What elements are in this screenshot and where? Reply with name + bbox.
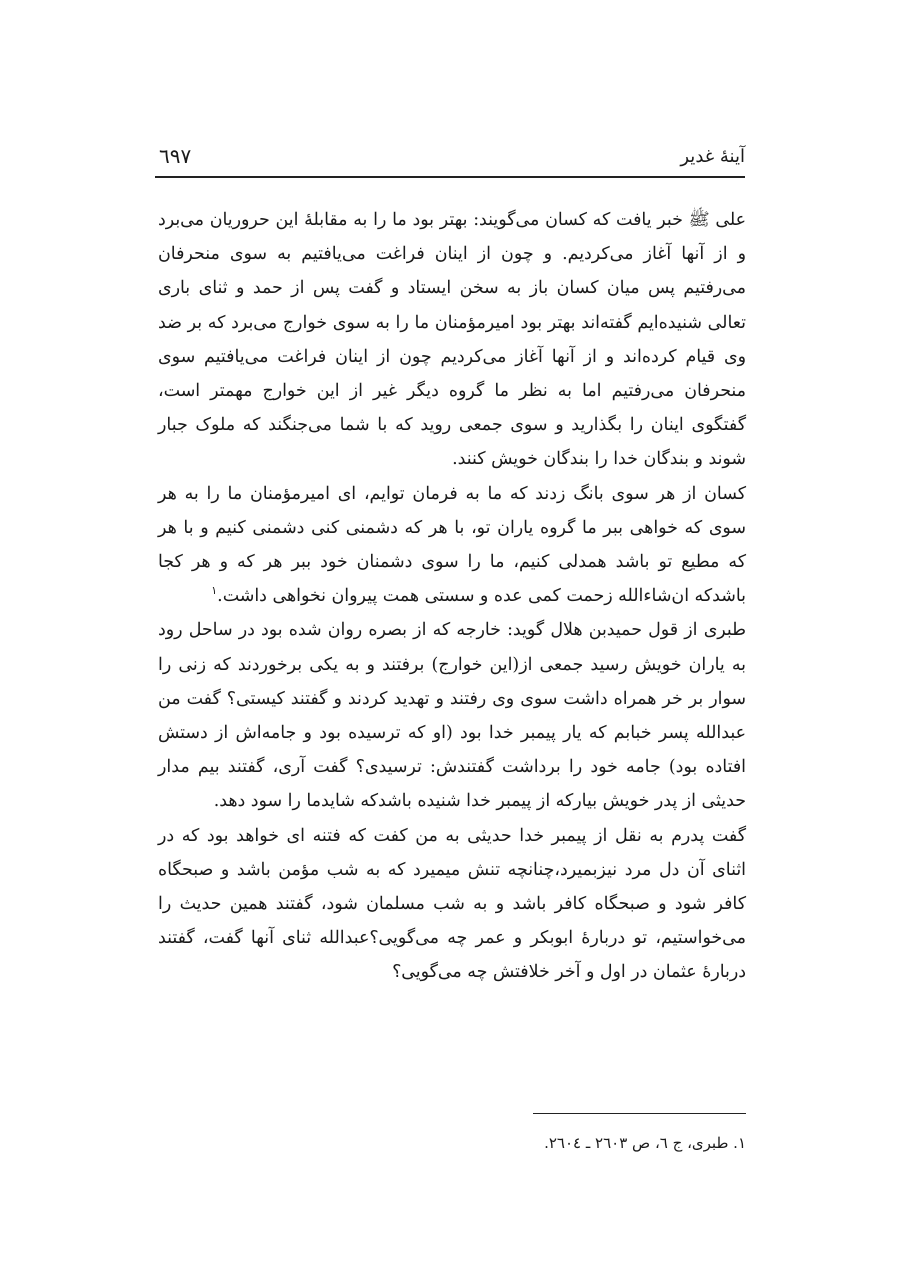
footnote-reference[interactable]: ١: [211, 584, 218, 598]
header-rule: [155, 176, 745, 178]
body-text: [158, 203, 746, 990]
paragraph: علی ﷺ خبر یافت که کسان می‌گویند: بهتر بود ما را به مقابلهٔ این حروریان می‌برد و از آنها آغاز می‌کردیم. و چون از اینان فراغت می‌یافتیم به سوی منحرفان می‌رفتیم پس میان کسان باز به سخن ایستاد و گفت پس از حمد و ثنای باری تعالی شنیده‌ایم گفته‌اند بهتر بود امیرمؤمنان ما را به سوی خوارج می‌برد که بر ضد وی قیام کرده‌اند و از آنها آغاز می‌کردیم چون از اینان فراغت می‌یافتیم سوی منحرفان می‌رفتیم اما به نظر ما گروه دیگر غیر از این خوارج مهمتر است، گفتگوی اینان را بگذارید و سوی جمعی روید که با شما می‌جنگند که ملوک جبار شوند و بندگان خدا را بندگان خویش کنند.: [158, 210, 746, 470]
page-number: ٦٩٧: [159, 144, 192, 168]
footnote: ١. طبری، ج ٦، ص ٢٦٠٣ ـ ٢٦٠٤.: [544, 1134, 746, 1152]
paragraph: گفت پدرم به نقل از پیمبر خدا حدیثی به من کفت که فتنه ای خواهد بود که در اثنای آن دل مرد نیزبمیرد،چنانچه تنش میمیرد که به شب مؤمن باشد و صبحگاه کافر شود و صبحگاه کافر باشد و به شب مسلمان شود، گفتند همین حدیث را می‌خواستیم، تو دربارهٔ ابوبکر و عمر چه می‌گویی؟عبدالله ثنای آنها گفت، گفتند دربارهٔ عثمان در اول و آخر خلافتش چه می‌گویی؟: [158, 825, 746, 983]
paragraph: [158, 477, 746, 614]
paragraph-text: کسان از هر سوی بانگ زدند که ما به فرمان توایم، ای امیرمؤمنان ما را به هر سوی که خواهی ببر ما گروه یاران تو، با هر که دشمنی کنی دشمنی کنیم و با هر که مطیع تو باشد همدلی کنیم، ما را سوی دشمنان خود ببر هر که و هر کجا باشدکه ان‌شاءالله زحمت کمی عده و سستی همت پیروان نخواهی داشت.: [158, 483, 746, 607]
paragraph: طبری از قول حمیدبن هلال گوید: خارجه که از بصره روان شده بود در ساحل رود به یاران خویش رسید جمعی از(این خوارج) برفتند و به یکی برخوردند که زنی را سوار بر خر همراه داشت سوی وی رفتند و تهدید کردند و گفتند کیستی؟ گفت من عبدالله پسر خبابم که یار پیمبر خدا بود (او که ترسیده بود و جامه‌اش از دستش افتاده بود) جامه خود را برداشت گفتندش: ترسیدی؟ گفت آری، گفتند بیم مدار حدیثی از پدر خویش بیارکه از پیمبر خدا شنیده باشدکه شایدما را سود دهد.: [158, 620, 746, 812]
footnote-rule: [533, 1113, 746, 1114]
page-header: [155, 138, 745, 174]
running-title: آینهٔ غدیر: [680, 146, 745, 167]
